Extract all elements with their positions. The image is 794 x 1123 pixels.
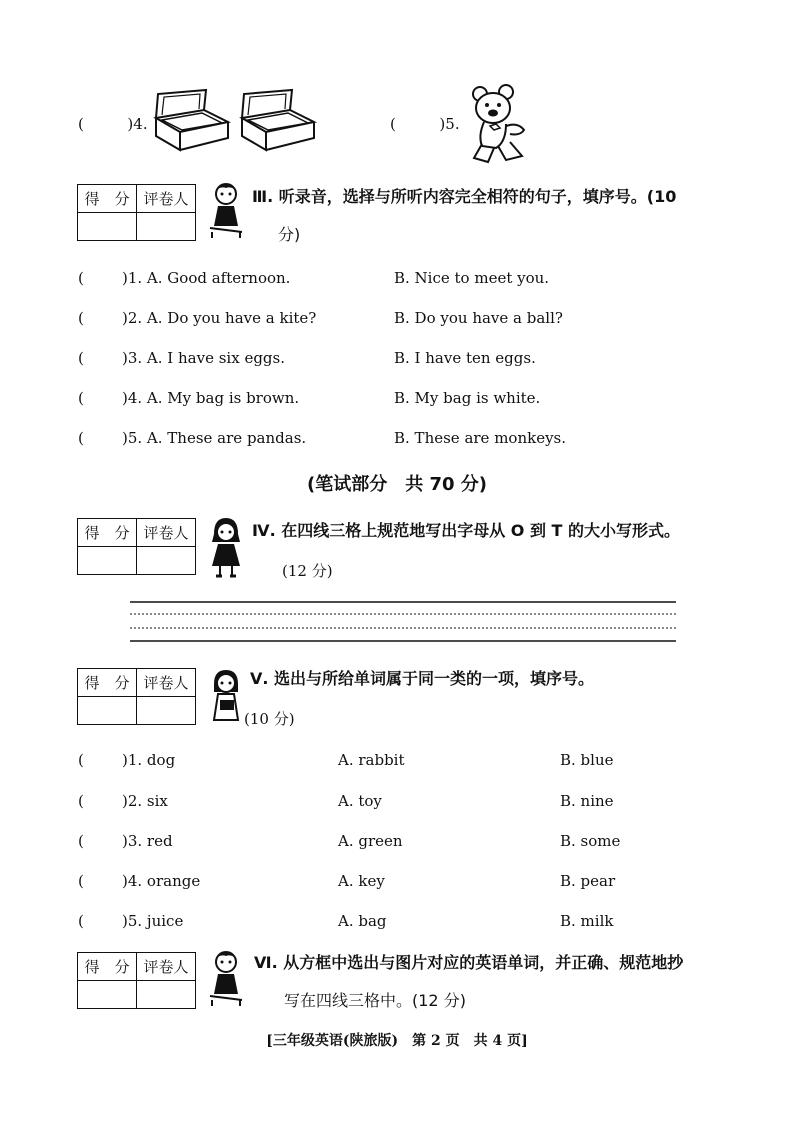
top-item-4 [78, 114, 148, 134]
answer-paren[interactable]: ( [78, 309, 84, 327]
option-a: )4. A. My bag is brown. [122, 389, 300, 407]
given-word: )1. dog [122, 751, 176, 769]
answer-paren[interactable]: ( [78, 115, 84, 133]
answer-paren[interactable]: ( [78, 912, 84, 930]
part-3-heading: Ⅲ. 听录音，选择与所听内容完全相符的句子，填序号。(10 [252, 187, 677, 206]
option-b: B. I have ten eggs. [394, 349, 536, 367]
grader-field[interactable] [137, 213, 196, 241]
written-section-title: (笔试部分 共 70 分) [306, 474, 488, 495]
part-3-heading-points: 分) [278, 225, 301, 244]
option-b: B. some [560, 832, 621, 850]
grader-field[interactable] [137, 547, 196, 575]
answer-paren[interactable]: ( [78, 832, 84, 850]
student-writing-icon [206, 948, 246, 1008]
answer-paren[interactable]: ( [78, 429, 84, 447]
option-a: )2. A. Do you have a kite? [122, 309, 317, 327]
answer-paren[interactable]: ( [78, 751, 84, 769]
option-b: B. These are monkeys. [394, 429, 567, 447]
score-field[interactable] [78, 547, 137, 575]
part-4-heading: Ⅳ. 在四线三格上规范地写出字母从 O 到 T 的大小写形式。 [252, 521, 681, 540]
score-field[interactable] [78, 213, 137, 241]
four-line-grid[interactable] [130, 600, 676, 644]
top-item-5 [390, 114, 460, 134]
pencil-box-icon [236, 88, 318, 154]
part-5-heading: Ⅴ. 选出与所给单词属于同一类的一项，填序号。 [250, 669, 595, 688]
student-reading-icon [206, 668, 246, 726]
score-field[interactable] [78, 697, 137, 725]
score-label: 得 分 [78, 519, 137, 547]
student-girl-icon [206, 516, 246, 580]
answer-paren[interactable]: ( [78, 389, 84, 407]
grader-label: 评卷人 [137, 519, 196, 547]
answer-paren[interactable]: ( [390, 115, 396, 133]
option-a: )1. A. Good afternoon. [122, 269, 291, 287]
item-number: )5. [439, 115, 460, 133]
answer-paren[interactable]: ( [78, 792, 84, 810]
page-footer: [三年级英语(陕旅版) 第 2 页 共 4 页] [266, 1033, 528, 1049]
option-b: B. nine [560, 792, 614, 810]
grader-label: 评卷人 [137, 669, 196, 697]
answer-paren[interactable]: ( [78, 269, 84, 287]
option-b: B. blue [560, 751, 614, 769]
score-box [77, 668, 196, 725]
pencil-box-icon [150, 88, 232, 154]
grader-field[interactable] [137, 981, 196, 1009]
score-box [77, 184, 196, 241]
option-a: )3. A. I have six eggs. [122, 349, 285, 367]
score-label: 得 分 [78, 953, 137, 981]
answer-paren[interactable]: ( [78, 349, 84, 367]
given-word: )4. orange [122, 872, 201, 890]
option-a: A. toy [338, 792, 382, 810]
given-word: )3. red [122, 832, 173, 850]
grader-label: 评卷人 [137, 953, 196, 981]
student-writing-icon [206, 180, 246, 240]
score-label: 得 分 [78, 669, 137, 697]
score-box [77, 952, 196, 1009]
part-4-heading-points: (12 分) [282, 562, 333, 580]
part-5-heading-points: (10 分) [244, 710, 295, 728]
option-b: B. My bag is white. [394, 389, 541, 407]
option-b: B. pear [560, 872, 616, 890]
given-word: )2. six [122, 792, 168, 810]
option-b: B. Do you have a ball? [394, 309, 563, 327]
option-a: A. bag [338, 912, 387, 930]
option-a: A. rabbit [338, 751, 405, 769]
answer-paren[interactable]: ( [78, 872, 84, 890]
score-label: 得 分 [78, 185, 137, 213]
teddy-bear-icon [466, 84, 534, 164]
option-a: A. green [338, 832, 403, 850]
part-6-heading-line2: 写在四线三格中。(12 分) [284, 991, 466, 1010]
option-b: B. Nice to meet you. [394, 269, 550, 287]
option-a: A. key [338, 872, 385, 890]
grader-field[interactable] [137, 697, 196, 725]
score-box [77, 518, 196, 575]
score-field[interactable] [78, 981, 137, 1009]
part-6-heading: Ⅵ. 从方框中选出与图片对应的英语单词，并正确、规范地抄 [254, 953, 684, 972]
given-word: )5. juice [122, 912, 184, 930]
option-a: )5. A. These are pandas. [122, 429, 307, 447]
item-number: )4. [127, 115, 148, 133]
option-b: B. milk [560, 912, 614, 930]
grader-label: 评卷人 [137, 185, 196, 213]
